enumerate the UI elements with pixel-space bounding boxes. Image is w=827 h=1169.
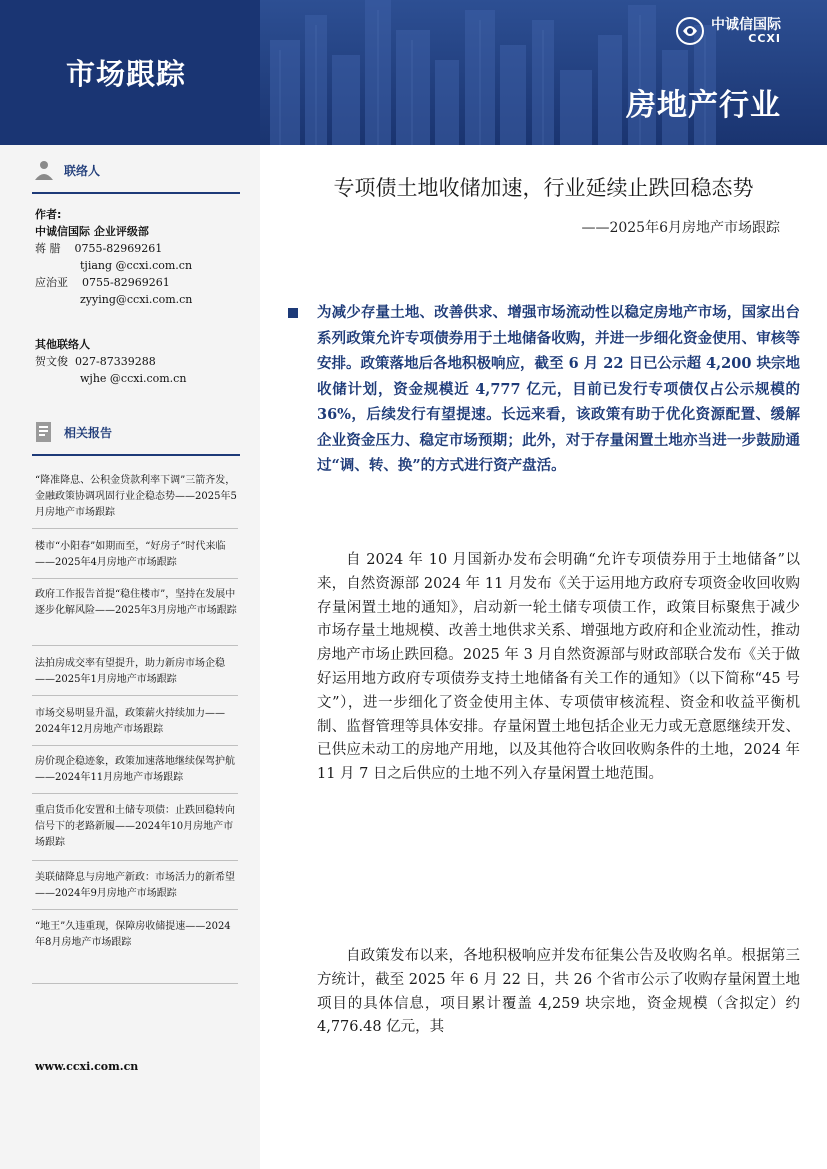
contacts-heading: [32, 158, 100, 182]
related-report-item[interactable]: 市场交易明显升温，政策薪火持续加力——2024年12月房地产市场跟踪: [35, 708, 225, 735]
document-icon: [32, 420, 56, 444]
author-email[interactable]: zyying@ccxi.com.cn: [80, 293, 193, 306]
report-type-tag: 市场跟踪: [66, 57, 187, 91]
company-logo: [675, 16, 781, 46]
author-email[interactable]: tjiang @ccxi.com.cn: [80, 259, 193, 272]
report-divider: [32, 983, 238, 984]
author-dept: 中诚信国际 企业评级部: [35, 225, 149, 238]
author-label: 作者:: [35, 208, 62, 221]
header-banner: [0, 0, 827, 145]
contact-name: 贺文俊: [35, 355, 68, 368]
report-divider: [32, 793, 238, 794]
related-report-item[interactable]: “地王”久违重现，保障房收储提速——2024年8月房地产市场跟踪: [35, 921, 231, 948]
summary-paragraph: 为减少存量土地、改善供求、增强市场流动性以稳定房地产市场，国家出台系列政策允许专项债券用于土地储备收购，并进一步细化资金使用、审核等安排。政策落地后各地积极响应，截至 6 月 22 日已公示超 4,200 块宗地收储计划，资金规模近 4,777 亿元，目前已发行专项债仅占公示规模的 36%，后续发行有望提速。长远来看，该政策有助于优化资源配置、缓解企业资金压力、稳定市场预期；此外，对于存量闲置土地亦当进一步鼓励通过“调、转、换”的方式进行资产盘活。: [317, 304, 800, 474]
body-paragraph: 自政策发布以来，各地积极响应并发布征集公告及收购名单。根据第三方统计，截至 2025 年 6 月 22 日，共 26 个省市公示了收购存量闲置土地项目的具体信息，项目累计覆盖 4,259 块宗地，资金规模（含拟定）约 4,776.48 亿元，其: [317, 948, 800, 1036]
other-contacts-label: 其他联络人: [35, 338, 90, 351]
industry-label: 房地产行业: [626, 88, 781, 123]
contact-phone: 027-87339288: [75, 355, 156, 368]
related-report-item[interactable]: 美联储降息与房地产新政：市场活力的新希望——2024年9月房地产市场跟踪: [35, 872, 235, 899]
contacts-divider: [32, 192, 240, 194]
contact-row: [35, 353, 186, 370]
authors-block: [35, 206, 192, 308]
other-contacts-block: [35, 336, 186, 387]
website-link[interactable]: www.ccxi.com.cn: [35, 1060, 139, 1073]
related-report-item[interactable]: 政府工作报告首提“稳住楼市”，坚持在发展中逐步化解风险——2025年3月房地产市场跟踪: [35, 589, 237, 616]
report-divider: [32, 860, 238, 861]
report-divider: [32, 578, 238, 579]
contacts-heading-label: 联络人: [64, 163, 101, 178]
author-row: [35, 240, 192, 257]
related-report-item[interactable]: 法拍房成交率有望提升，助力新房市场企稳——2025年1月房地产市场跟踪: [35, 658, 225, 685]
logo-name-cn: 中诚信国际: [711, 17, 781, 33]
related-reports-label: 相关报告: [64, 425, 113, 440]
report-divider: [32, 528, 238, 529]
logo-name-en: CCXI: [748, 32, 781, 45]
report-subtitle: ——2025年6月房地产市场跟踪: [581, 220, 780, 236]
report-divider: [32, 695, 238, 696]
body-paragraph: 自 2024 年 10 月国新办发布会明确“允许专项债券用于土地储备”以来，自然资源部 2024 年 11 月发布《关于运用地方政府专项资金收回收购存量闲置土地的通知》，启动新一轮土储专项债工作，政策目标聚焦于减少市场存量土地规模、改善土地供求关系、增强地方政府和企业流动性，推动房地产市场止跌回稳。2025 年 3 月自然资源部与财政部联合发布《关于做好运用地方政府专项债券支持土地储备有关工作的通知》（以下简称“45 号文”），进一步细化了资金使用主体、专项债审核流程、资金和收益平衡机制、监督管理等具体安排。存量闲置土地包括企业无力或无意愿继续开发、已供应未动工的房地产用地，以及其他符合收回收购条件的土地，2024 年 11 月 7 日之后供应的土地不列入存量闲置土地范围。: [317, 552, 800, 783]
related-report-item[interactable]: 房价现企稳迹象，政策加速落地继续保驾护航——2024年11月房地产市场跟踪: [35, 756, 235, 783]
report-divider: [32, 909, 238, 910]
author-row: [35, 274, 192, 291]
related-report-item[interactable]: “降准降息、公积金贷款利率下调”三箭齐发，金融政策协调巩固行业企稳态势——2025年5月房地产市场跟踪: [35, 475, 237, 518]
author-phone: 0755-82969261: [74, 242, 163, 255]
contact-email[interactable]: wjhe @ccxi.com.cn: [80, 372, 187, 385]
author-name: 蒋 腊: [35, 242, 61, 255]
author-name: 应治亚: [35, 276, 68, 289]
related-report-item[interactable]: 重启货币化安置和土储专项债：止跌回稳转向信号下的老路新履——2024年10月房地产市场跟踪: [35, 805, 235, 848]
related-reports-heading: [32, 420, 112, 444]
contacts-icon: [32, 158, 56, 182]
author-phone: 0755-82969261: [82, 276, 170, 289]
report-divider: [32, 645, 238, 646]
report-title: 专项债土地收储加速，行业延续止跌回稳态势: [333, 176, 754, 200]
report-divider: [32, 745, 238, 746]
related-report-item[interactable]: 楼市“小阳春”如期而至，“好房子”时代来临——2025年4月房地产市场跟踪: [35, 541, 226, 568]
related-divider: [32, 454, 240, 456]
ccxi-logo-icon: [675, 16, 705, 46]
summary-bullet: [288, 308, 298, 318]
